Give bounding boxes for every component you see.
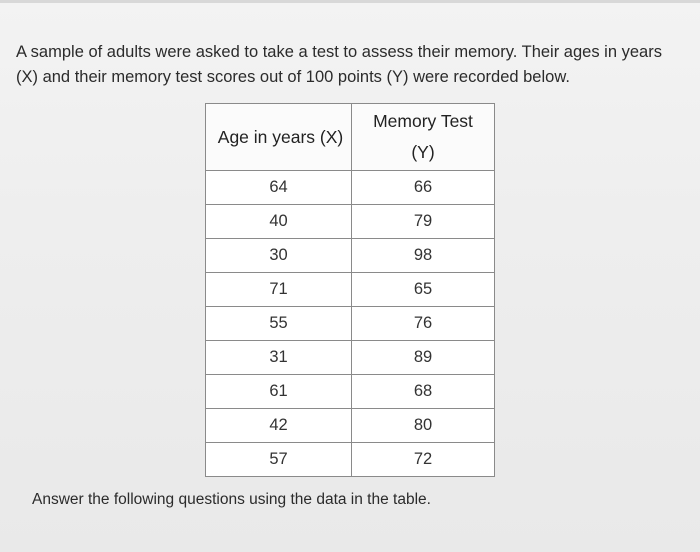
data-table [205, 103, 495, 477]
cell-age: 61 [206, 375, 352, 409]
cell-score: 89 [352, 341, 495, 375]
cell-score: 80 [352, 409, 495, 443]
cell-score: 66 [352, 171, 495, 205]
instructions-text: Answer the following questions using the data in the table. [32, 491, 431, 508]
table-row [206, 273, 495, 307]
cell-score: 79 [352, 205, 495, 239]
intro-line-1: A sample of adults were asked to take a test to assess their memory. Their ages in years [16, 43, 662, 61]
cell-age: 55 [206, 307, 352, 341]
cell-score: 98 [352, 239, 495, 273]
table-row [206, 239, 495, 273]
cell-age: 42 [206, 409, 352, 443]
cell-age: 71 [206, 273, 352, 307]
data-table-container [205, 103, 495, 477]
table-row [206, 171, 495, 205]
intro-line-2: (X) and their memory test scores out of 100 points (Y) were recorded below. [16, 68, 570, 86]
table-row [206, 409, 495, 443]
cell-score: 72 [352, 443, 495, 477]
cell-age: 30 [206, 239, 352, 273]
table-header-row [206, 104, 495, 171]
top-divider [0, 0, 700, 3]
cell-age: 40 [206, 205, 352, 239]
cell-age: 64 [206, 171, 352, 205]
table-row [206, 205, 495, 239]
table-row [206, 443, 495, 477]
header-age: Age in years (X) [206, 104, 352, 171]
header-memory-test-line2: (Y) [411, 142, 435, 162]
cell-age: 31 [206, 341, 352, 375]
cell-score: 76 [352, 307, 495, 341]
header-memory-test-line1: Memory Test [373, 111, 473, 131]
table-row [206, 341, 495, 375]
question-intro [16, 40, 686, 90]
cell-score: 65 [352, 273, 495, 307]
cell-age: 57 [206, 443, 352, 477]
header-memory-test [352, 104, 495, 171]
table-row [206, 375, 495, 409]
cell-score: 68 [352, 375, 495, 409]
table-row [206, 307, 495, 341]
